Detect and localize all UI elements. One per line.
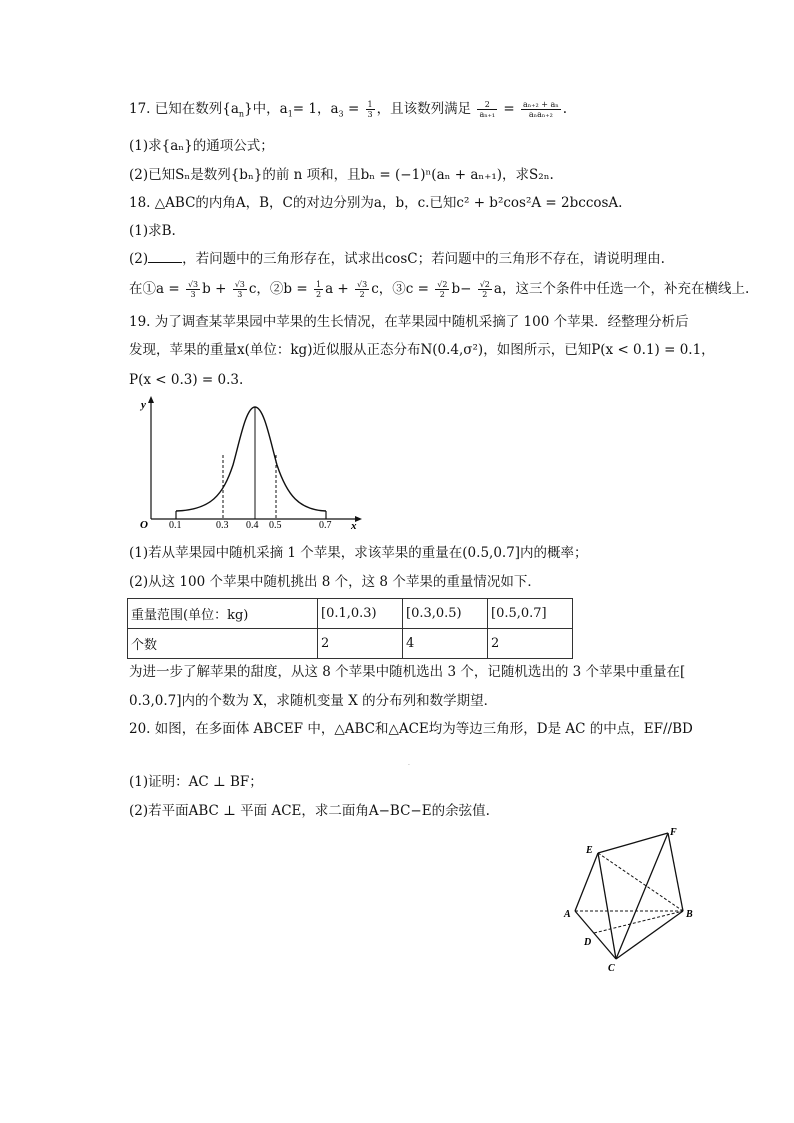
tick-label: 0.5 [269, 520, 282, 530]
q18-conditions: 在①a = $\frac{√3}{3}$ b + $\frac{√3}{3}$ c，②b = $\frac{1}{2}$ a + $\frac{√3}{2}$ c，③c = $\frac{√2}{2}$ b− $\frac{√2}{2}$ a，这三个条件中任选一个，补充在横线上. [129, 280, 750, 299]
vertex-label-c: C [608, 963, 615, 974]
stray-mark: . [408, 760, 410, 767]
table-cell: 2 [488, 629, 573, 659]
q20-part1: (1)证明：AC ⊥ BF； [129, 774, 263, 790]
table-cell: [0.5,0.7] [488, 599, 573, 629]
normal-distribution-graph [133, 395, 363, 530]
density-curve [176, 407, 326, 511]
table-cell: [0.3,0.5) [403, 599, 488, 629]
fraction-lhs: $\frac{2}{\text{aₙ₊₁}}$ [479, 100, 496, 119]
fraction-one-third: $\frac{1}{3}$ [367, 100, 373, 119]
tick-label: 0.1 [169, 520, 182, 530]
vertex-label-e: E [586, 845, 593, 856]
q19-line1: 19. 为了调查某苹果园中苹果的生长情况，在苹果园中随机采摘了 100 个苹果．经整理分析后 [129, 314, 689, 330]
x-axis-label: x [351, 520, 357, 530]
table-row [128, 599, 573, 629]
q19-line3: P(x < 0.3) = 0.3. [129, 372, 244, 388]
q19-part2: (2)从这 100 个苹果中随机挑出 8 个，这 8 个苹果的重量情况如下． [129, 574, 541, 590]
weight-table [127, 598, 573, 659]
tick-label: 0.3 [216, 520, 229, 530]
q17-stem: 17. 已知在数列$\{a_n\}$中，$a_1= 1$，$a_3$ = $\frac{1}{3}$ ，且该数列满足 $\frac{2}{\text{aₙ₊₁}}$ = $\frac{\text{aₙ₊₂ + aₙ}}{\text{aₙaₙ₊₂}}$ . [129, 100, 567, 119]
vertex-label-d: D [584, 937, 592, 948]
q20-part2: (2)若平面ABC ⊥ 平面 ACE，求二面角A−BC−E的余弦值. [129, 803, 490, 819]
tick-label: 0.7 [319, 520, 332, 530]
q19-part1: (1)若从苹果园中随机采摘 1 个苹果，求该苹果的重量在(0.5,0.7]内的概率； [129, 545, 588, 561]
table-row [128, 629, 573, 659]
table-cell: 2 [318, 629, 403, 659]
q19-after1: 为进一步了解苹果的甜度，从这 8 个苹果中随机选出 3 个，记随机选出的 3 个苹果中重量在[ [129, 664, 686, 680]
table-cell: 重量范围(单位：kg) [128, 599, 318, 629]
q19-line2: 发现，苹果的重量x(单位：kg)近似服从正态分布N(0.4,σ²)，如图所示，已知P(x < 0.1) = 0.1， [129, 342, 715, 358]
tick-label: 0.4 [246, 520, 259, 530]
q18-part2: (2) ，若问题中的三角形存在，试求出cosC；若问题中的三角形不存在，请说明理由. [129, 251, 665, 267]
vertex-label-f: F [670, 827, 677, 838]
answer-blank [148, 250, 182, 263]
q20-stem: 20. 如图，在多面体 ABCEF 中，△ABC和△ACE均为等边三角形，D是 AC 的中点，EF//BD [129, 721, 693, 737]
q17-part2: (2)已知Sₙ是数列{bₙ}的前 n 项和，且bₙ = (−1)ⁿ(aₙ + aₙ₊₁)，求S₂ₙ. [129, 167, 554, 183]
origin-label: O [140, 519, 148, 530]
vertex-label-b: B [686, 909, 693, 920]
y-axis-label: y [141, 399, 146, 411]
table-cell: 个数 [128, 629, 318, 659]
q19-after2: 0.3,0.7]内的个数为 X，求随机变量 X 的分布列和数学期望． [129, 693, 498, 709]
table-cell: [0.1,0.3) [318, 599, 403, 629]
fraction-rhs: $\frac{\text{aₙ₊₂ + aₙ}}{\text{aₙaₙ₊₂}}$ [523, 100, 559, 119]
vertex-label-a: A [564, 909, 571, 920]
q18-part1: (1)求B. [129, 223, 176, 239]
q17-part1: (1)求{aₙ}的通项公式； [129, 138, 274, 154]
polyhedron-figure [560, 825, 700, 975]
table-cell: 4 [403, 629, 488, 659]
q18-stem: 18. △ABC的内角A，B，C的对边分别为a，b，c.已知c² + b²cos²A = 2bccosA. [129, 195, 623, 211]
